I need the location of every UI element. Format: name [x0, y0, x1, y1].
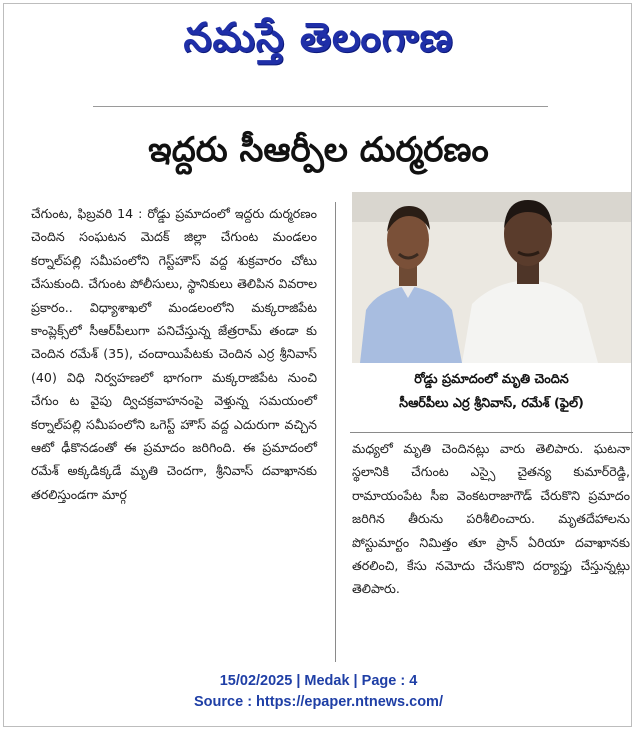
- article-body-left-column: [31, 202, 317, 506]
- news-photo: [352, 192, 631, 363]
- article-body-left-text: చేగుంట, ఫిబ్రవరి 14 : రోడ్డు ప్రమాదంలో ఇద్దరు దుర్మరణం చెందిన సంఘటన మెదక్ జిల్లా చేగుంట మండలం కర్నాల్‌పల్లి సమీపంలోని గెస్ట్‌హౌస్ వద్ద శుక్రవారం చోటు చేసుకుంది. చేగుంట పోలీసులు, స్థానికులు తెలిపిన వివరాల ప్రకారం.. విధ్యాశాఖలో మండలంలోని మక్కరాజిపేట కాంప్లెక్స్‌లో సీఆర్‌పీలుగా పనిచేస్తున్న జేత్రరామ్ తండా కు చెందిన రమేశ్ (35), చందాయిపేటకు చెందిన ఎర్ర శ్రీనివాస్ (40) విధి నిర్వహణలో భాగంగా మక్కరాజిపేట నుంచి చేగుం ట వైపు ద్విచక్రవాహనంపై వెళ్తున్న సమయంలో కర్నాల్‌పల్లి సమీపంలోని ఒగెస్ట్ హౌస్ వద్ద ఎదురుగా వచ్చిన ఆటో ఢీకొనడంతో ఈ ప్రమాదం జరిగింది. ఈ ప్రమాదంలో రమేశ్ అక్కడిక్కడే మృతి చెందగా, శ్రీనివాస్ దవాఖానకు తరలిస్తుండగా మార్గ: [31, 206, 317, 502]
- column-divider: [335, 202, 336, 662]
- source-link[interactable]: Source : https://epaper.ntnews.com/: [194, 694, 443, 710]
- photo-caption-line-2: సీఆర్‌పీలు ఎర్ర శ్రీనివాస్, రమేశ్ (ఫైల్): [399, 396, 584, 411]
- masthead-divider: [93, 106, 548, 107]
- article-body-right-column: [352, 437, 630, 601]
- photo-caption: [352, 368, 631, 428]
- article-body-right-text: మధ్యలో మృతి చెందినట్లు వారు తెలిపారు. ఘటనా స్థలానికి చేగుంట ఎస్సై చైతన్య కుమార్‌రెడ్డి, రామాయంపేట సీఐ వెంకటరాజాగౌడ్ చేరుకొని ప్రమాదం జరిగిన తీరును పరిశీలించారు. మృతదేహాలను పోస్టుమార్టం నిమిత్తం తూ ప్రాన్ ఏరియా దవాఖానకు తరలించి, కేసు నమోదు చేసుకొని దర్యాప్తు చేస్తున్నట్లు తెలిపారు.: [352, 441, 630, 597]
- newspaper-masthead: నమస్తే తెలంగాణ: [183, 15, 454, 61]
- page-footer: [0, 671, 637, 713]
- photo-caption-line-1: రోడ్డు ప్రమాదంలో మృతి చెందిన: [414, 372, 569, 387]
- edition-info: 15/02/2025 | Medak | Page : 4: [219, 673, 418, 689]
- two-men-photo-icon: [352, 192, 631, 363]
- article-headline: ఇద్దరు సీఆర్పీల దుర్మరణం: [148, 130, 489, 170]
- caption-divider: [350, 432, 633, 433]
